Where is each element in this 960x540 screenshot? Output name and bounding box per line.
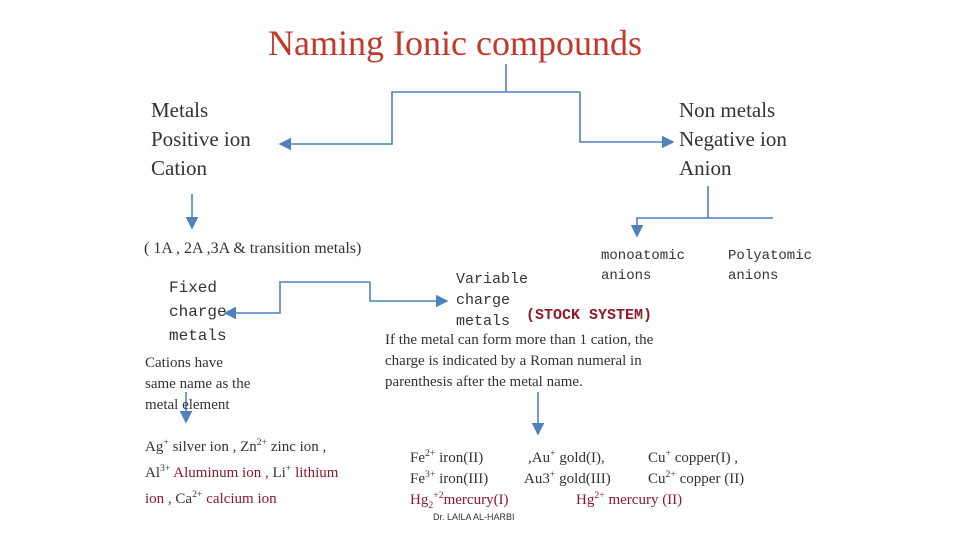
page-title: Naming Ionic compounds xyxy=(268,23,642,63)
ion-name: silver ion , xyxy=(168,439,237,455)
nonmetals-header xyxy=(679,96,787,183)
charge-word: charge xyxy=(169,303,227,321)
ion-name: copper(I) , xyxy=(671,450,739,466)
ion-name: gold(I), xyxy=(555,450,605,466)
fixed-note-line: metal element xyxy=(145,397,230,413)
fixed-example-line xyxy=(145,484,338,510)
fixed-example-line xyxy=(145,432,338,458)
ion-name: lithium xyxy=(291,465,339,481)
ion-name: mercury (II) xyxy=(604,492,683,508)
ion-charge: 2+ xyxy=(192,489,203,500)
branch-to-fixed xyxy=(225,282,370,313)
ion-charge: 2+ xyxy=(665,469,676,480)
branch-to-variable xyxy=(370,282,447,301)
ion-name: ion , xyxy=(145,491,176,507)
stock-note-line: charge is indicated by a Roman numeral in xyxy=(385,353,642,369)
ion-charge: 2+ xyxy=(256,437,268,448)
metals-label: Metals xyxy=(151,98,209,122)
fixed-note-line: Cations have xyxy=(145,355,223,371)
fixed-note-line: same name as the xyxy=(145,376,251,392)
polyatomic-label xyxy=(728,246,812,286)
variable-example-row xyxy=(410,464,930,485)
ion-symbol: Ca xyxy=(175,491,193,507)
positive-ion-label: Positive ion xyxy=(151,127,251,151)
branch-to-metals xyxy=(280,92,580,144)
monoatomic-label xyxy=(601,246,685,286)
ion-symbol: Hg xyxy=(576,492,595,508)
ion-symbol: ,Au xyxy=(528,450,551,466)
monoatomic-word: monoatomic xyxy=(601,248,686,264)
groups-note: ( 1A , 2A ,3A & transition metals) xyxy=(144,240,362,257)
ion-charge: 3+ xyxy=(425,469,436,480)
ion-name: zinc ion , xyxy=(267,439,327,455)
metals-header xyxy=(151,96,251,183)
ion-charge: + xyxy=(285,463,292,474)
fixed-example-line xyxy=(145,458,338,484)
nonmetals-branch xyxy=(637,186,708,236)
ion-symbol: Cu xyxy=(648,450,666,466)
cation-label: Cation xyxy=(151,156,207,180)
negative-ion-label: Negative ion xyxy=(679,127,787,151)
ion-name: calcium ion xyxy=(202,491,277,507)
anions-word: anions xyxy=(601,268,652,284)
ion-charge: 2+ xyxy=(425,448,436,459)
ion-name: Aluminum ion , xyxy=(170,465,269,481)
fixed-note xyxy=(145,353,250,416)
anion-label: Anion xyxy=(679,156,732,180)
ion-symbol: Ag xyxy=(145,439,164,455)
variable-examples xyxy=(410,443,930,511)
stock-system-label: (STOCK SYSTEM) xyxy=(526,307,653,324)
ion-charge: + xyxy=(549,469,556,480)
metals-word: metals xyxy=(169,327,227,345)
ion-symbol: Li xyxy=(268,465,286,481)
variable-example-row xyxy=(410,443,930,464)
ion-symbol: Hg xyxy=(410,492,429,508)
fixed-word: Fixed xyxy=(169,279,218,297)
metals-word: metals xyxy=(456,313,511,330)
anions-word: anions xyxy=(728,268,779,284)
nonmetals-label: Non metals xyxy=(679,98,776,122)
example-cell xyxy=(576,485,682,511)
variable-charge-label xyxy=(456,269,528,332)
branch-to-nonmetals xyxy=(580,92,673,142)
ion-symbol: Al xyxy=(145,465,160,481)
ion-name: copper (II) xyxy=(675,471,745,487)
charge-word: charge xyxy=(456,292,511,309)
ion-name: gold(III) xyxy=(555,471,611,487)
ion-charge: + xyxy=(550,448,556,459)
ion-charge: + xyxy=(163,437,169,448)
ion-symbol: Fe xyxy=(410,450,425,466)
ion-name: iron(III) xyxy=(435,471,489,487)
ion-charge: +2 xyxy=(433,490,444,501)
stock-note-line: parenthesis after the metal name. xyxy=(385,374,583,390)
ion-charge: + xyxy=(665,448,672,459)
polyatomic-word: Polyatomic xyxy=(728,248,813,264)
ion-subscript: 2 xyxy=(428,500,434,511)
variable-example-row xyxy=(410,485,930,511)
fixed-charge-label xyxy=(169,276,227,348)
ion-name: iron(II) xyxy=(435,450,484,466)
stock-note-line: If the metal can form more than 1 cation, the xyxy=(385,332,654,348)
ion-symbol: Fe xyxy=(410,471,425,487)
ion-symbol: Au3 xyxy=(524,471,550,487)
ion-symbol: Cu xyxy=(648,471,666,487)
author-credit: Dr. LAILA AL-HARBI xyxy=(433,512,515,522)
ion-charge: 3+ xyxy=(160,463,171,474)
variable-word: Variable xyxy=(456,271,529,288)
ion-charge: 2+ xyxy=(594,490,605,501)
fixed-examples xyxy=(145,432,338,510)
ion-name: mercury(I) xyxy=(443,492,509,508)
ion-symbol: Zn xyxy=(240,439,257,455)
stock-note xyxy=(385,330,653,393)
